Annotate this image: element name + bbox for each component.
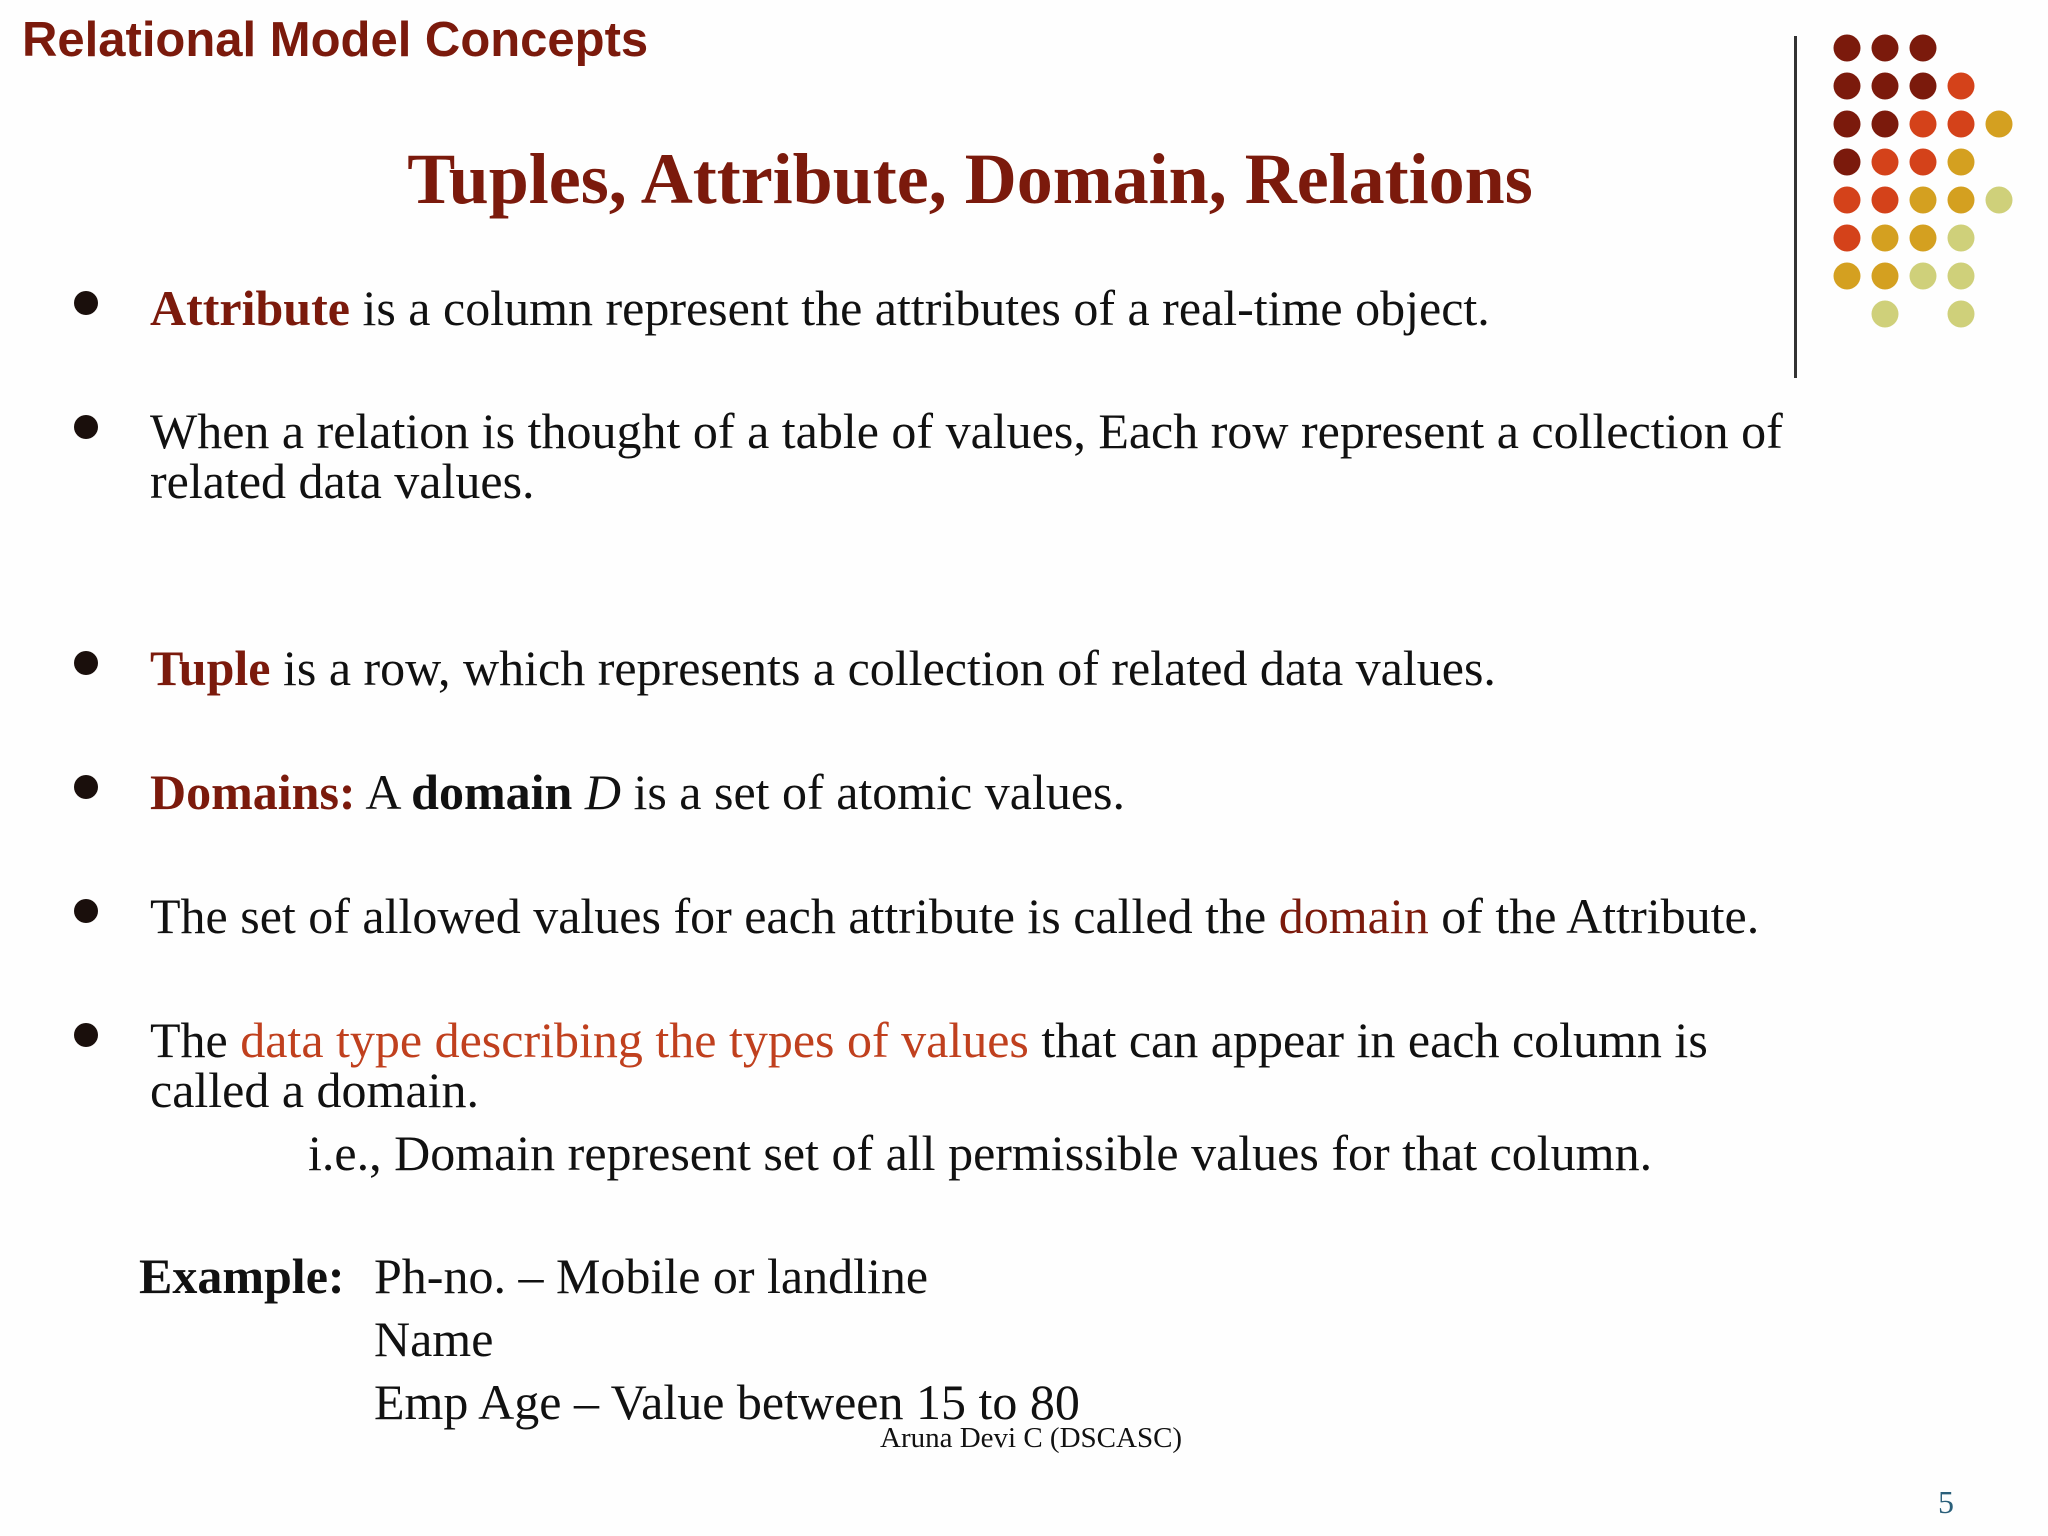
attribute-text: is a column represent the attributes of a real-time object. — [349, 280, 1490, 336]
bullet-datatype-line1 — [150, 1012, 1708, 1068]
decorative-dot — [1872, 225, 1899, 252]
decorative-dot — [1872, 111, 1899, 138]
footer-author: Aruna Devi C (DSCASC) — [880, 1422, 1183, 1454]
decorative-dot — [1872, 263, 1899, 290]
bullet-datatype-line3: i.e., Domain represent set of all permissible values for that column. — [308, 1125, 1653, 1181]
decorative-dot — [1910, 149, 1937, 176]
decorative-dot — [1872, 149, 1899, 176]
decorative-dot — [1986, 111, 2013, 138]
datatype-text1: The — [150, 1012, 241, 1068]
example-item-phone: Ph-no. – Mobile or landline — [374, 1248, 929, 1304]
decorative-dot — [1910, 35, 1937, 62]
decorative-dot — [1910, 111, 1937, 138]
decorative-dot — [1834, 225, 1861, 252]
term-attribute: Attribute — [150, 280, 350, 336]
decorative-dot — [1834, 149, 1861, 176]
decorative-dot — [1948, 263, 1975, 290]
decorative-dot — [1872, 73, 1899, 100]
term-tuple: Tuple — [150, 640, 271, 696]
bullet-tuple — [150, 640, 1496, 696]
slide-title: Tuples, Attribute, Domain, Relations — [407, 139, 1533, 219]
datatype-highlight: data type describing the types of values — [240, 1012, 1029, 1068]
decorative-dot — [1910, 187, 1937, 214]
decorative-dot — [1948, 149, 1975, 176]
allowed-text2: of the Attribute. — [1428, 888, 1760, 944]
decorative-dot — [1910, 225, 1937, 252]
decorative-dot — [1948, 301, 1975, 328]
header-title: Relational Model Concepts — [22, 13, 649, 67]
page-number: 5 — [1938, 1484, 1954, 1520]
decorative-dot — [1834, 73, 1861, 100]
term-domains: Domains: — [150, 764, 356, 820]
decorative-dot — [1910, 73, 1937, 100]
domains-text2 — [572, 764, 585, 820]
bullet-relation-line2: related data values. — [150, 453, 535, 509]
allowed-text1: The set of allowed values for each attribute is called the — [150, 888, 1279, 944]
decorative-dot — [1834, 35, 1861, 62]
decorative-dot — [1910, 263, 1937, 290]
domains-bold: domain — [411, 764, 573, 820]
decorative-dot — [1834, 263, 1861, 290]
domains-text3: is a set of atomic values. — [620, 764, 1125, 820]
allowed-highlight: domain — [1278, 888, 1429, 944]
decorative-dot — [1986, 187, 2013, 214]
example-item-age: Emp Age – Value between 15 to 80 — [374, 1374, 1080, 1430]
domains-italic: D — [584, 764, 621, 820]
decorative-dot — [1834, 111, 1861, 138]
tuple-text: is a row, which represents a collection of related data values. — [270, 640, 1496, 696]
vertical-divider — [1794, 36, 1797, 378]
decorative-dot — [1872, 187, 1899, 214]
decorative-dot — [1948, 225, 1975, 252]
domains-text1: A — [355, 764, 412, 820]
bullet-dot — [74, 291, 98, 315]
bullet-dot — [74, 651, 98, 675]
datatype-text2: that can appear in each column is — [1028, 1012, 1708, 1068]
decorative-dot — [1948, 187, 1975, 214]
bullet-dot — [74, 415, 98, 439]
decorative-dot — [1872, 35, 1899, 62]
decorative-dot — [1948, 73, 1975, 100]
decorative-dot — [1834, 187, 1861, 214]
decorative-dot — [1948, 111, 1975, 138]
example-label: Example: — [139, 1248, 345, 1304]
bullet-domains — [150, 764, 1125, 820]
bullet-attribute — [150, 280, 1490, 336]
bullet-relation-line1: When a relation is thought of a table of values, Each row represent a collection of — [150, 403, 1783, 459]
bullet-dot — [74, 1023, 98, 1047]
bullet-datatype-line2: called a domain. — [150, 1062, 480, 1118]
bullet-dot — [74, 899, 98, 923]
bullet-allowed-values — [150, 888, 1760, 944]
decorative-dot — [1872, 301, 1899, 328]
example-item-name: Name — [374, 1311, 494, 1367]
bullet-dot — [74, 775, 98, 799]
